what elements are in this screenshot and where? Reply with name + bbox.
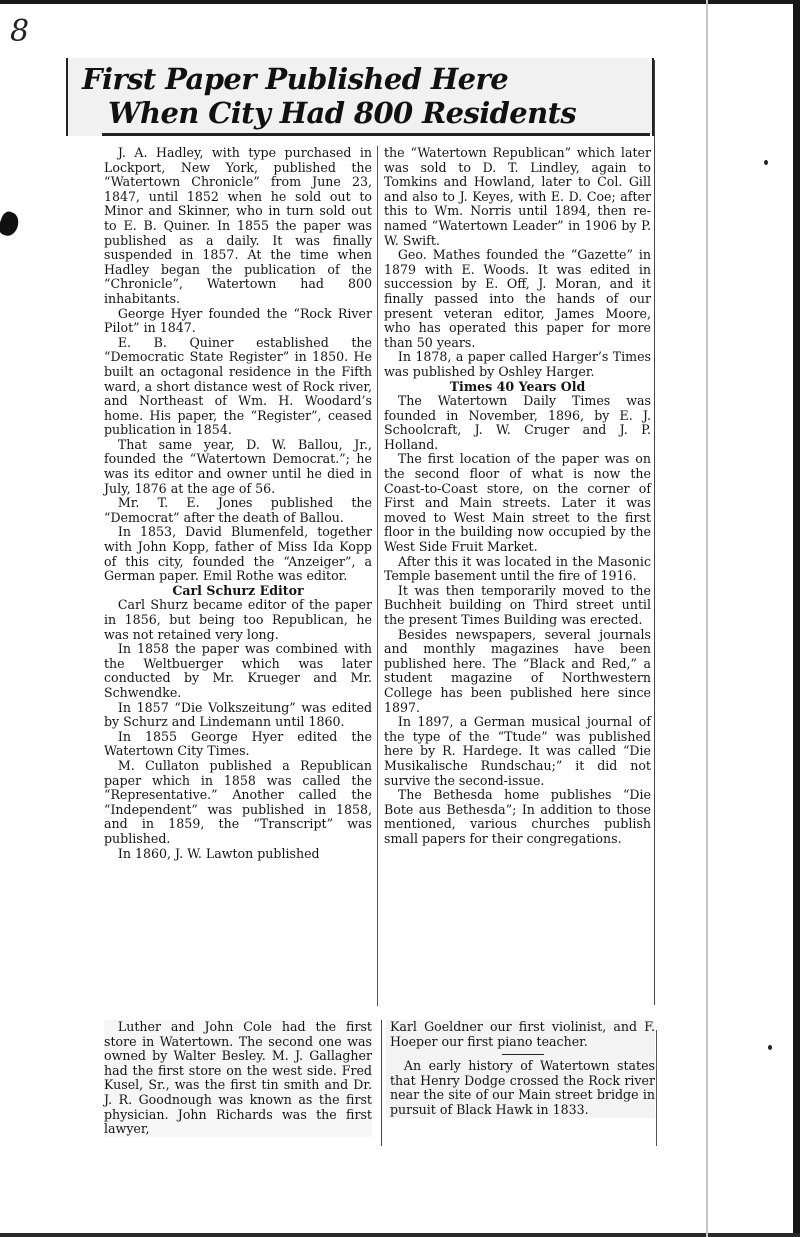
paragraph-continued: Karl Goeldner our first violinist, and F. Hoeper our first piano teacher.: [390, 1019, 655, 1049]
clipping-henry-dodge: [386, 1020, 655, 1118]
paragraph: An early history of Watertown states that Henry Dodge crossed the Rock river near the site of our Main street bridge in pursuit of Black Hawk in 1833.: [390, 1058, 655, 1117]
article-right-column: [384, 146, 651, 847]
paragraph: After this it was located in the Masonic Temple basement until the fire of 1916.: [384, 553, 651, 584]
headline-line-1: First Paper Published Here: [82, 62, 509, 96]
subheading-carl-schurz-editor: Carl Schurz Editor: [172, 582, 304, 598]
paragraph: In 1858 the paper was combined with the Weltbuerger which was later conducted by Mr. Krueger and Mr. Schwendke.: [104, 641, 372, 700]
paragraph: The Watertown Daily Times was founded in November, 1896, by E. J. Schoolcraft, J. W. Cruger and J. P. Holland.: [384, 393, 651, 452]
page-fold-line: [706, 0, 708, 1237]
clipping-first-stores: [104, 1020, 372, 1137]
headline-box: [66, 58, 654, 136]
paragraph: In 1855 George Hyer edited the Watertown City Times.: [104, 728, 372, 759]
clipping-divider: [381, 1020, 382, 1146]
paragraph: In 1857 “Die Volkszeitung” was edited by Schurz and Lindemann until 1860.: [104, 699, 372, 730]
paragraph: The first location of the paper was on the second floor of what is now the Coast-to-Coast store, on the corner of First and Main streets. Later it was moved to West Main street to the first floor in the building now occupied by the West Side Fruit Market.: [384, 451, 651, 555]
article-right-border: [654, 60, 655, 1005]
paragraph: In 1878, a paper called Harger’s Times was published by Oshley Harger.: [384, 349, 651, 379]
paragraph: The Bethesda home publishes “Die Bote aus Bethesda”; In addition to those mentioned, various churches publish small papers for their congregations.: [384, 787, 651, 846]
binder-clip-mark-icon: [0, 210, 22, 239]
paragraph: It was then temporarily moved to the Buchheit building on Third street until the present Times Building was erected.: [384, 582, 651, 627]
article-left-column: [104, 146, 372, 861]
paragraph: In 1897, a German musical journal of the type of the “Ttude” was published here by R. Hardege. It was called “Die Musikalische Rundschau;” it did not survive the second-issue.: [384, 714, 651, 788]
paragraph: Geo. Mathes founded the “Gazette” in 1879 with E. Woods. It was edited in succession by E. Off, J. Moran, and it finally passed into the hands of our present veteran editor, James Moore, who has operated this paper for more than 50 years.: [384, 247, 651, 350]
paragraph: E. B. Quiner established the “Democratic State Register” in 1850. He built an octagonal residence in the Fifth ward, a short distance west of Rock river, and Northeast of Wm. H. Woodard’s home. His paper, the “Register”, ceased publication in 1854.: [104, 334, 372, 438]
paragraph: Luther and John Cole had the first store in Watertown. The second one was owned by Walter Besley. M. J. Gallagher had the first store on the west side. Fred Kusel, Sr., was the first tin smith and Dr. J. R. Goodnough was known as the first physician. John Richards was the first lawyer,: [104, 1019, 372, 1137]
column-divider: [377, 146, 378, 1006]
subheading-times-40-years-old: Times 40 Years Old: [449, 378, 586, 394]
paragraph: M. Cullaton published a Republican paper which in 1858 was called the “Representative.” Another called the “Independent” was published in 1858, and in 1859, the “Transcript” was published.: [104, 757, 372, 846]
paragraph: Mr. T. E. Jones published the “Democrat” after the death of Ballou.: [104, 495, 372, 525]
ink-speck-icon: [764, 160, 768, 165]
clipping-right-border: [656, 1030, 657, 1146]
paragraph: In 1860, J. W. Lawton published: [117, 845, 320, 861]
paragraph: In 1853, David Blumenfeld, together with John Kopp, father of Miss Ida Kopp of this city, founded the “Anzeiger”, a German paper. Emil Rothe was editor.: [104, 524, 372, 584]
scan-top-edge: [0, 0, 800, 4]
handwritten-page-number: 8: [10, 14, 30, 49]
scan-right-edge: [793, 0, 800, 1237]
paragraph-continued: the “Watertown Republican” which later was sold to D. T. Lindley, again to Tomkins and Howland, later to Col. Gill and also to J. Keyes, with E. D. Coe; after this to Wm. Norris until 1894, then re-named “Watertown Leader” in 1906 by P. W. Swift.: [384, 145, 651, 248]
short-rule-divider: [502, 1054, 544, 1055]
scan-bottom-edge: [0, 1233, 800, 1237]
headline-line-2: When City Had 800 Residents: [108, 96, 577, 130]
paragraph: Carl Shurz became editor of the paper in 1856, but being too Republican, he was not retained very long.: [104, 597, 372, 642]
paragraph: George Hyer founded the “Rock River Pilot” in 1847.: [104, 305, 372, 336]
paragraph: That same year, D. W. Ballou, Jr., founded the “Watertown Democrat.”; he was its editor and owner until he died in July, 1876 at the age of 56.: [104, 436, 372, 496]
paragraph: J. A. Hadley, with type purchased in Lockport, New York, published the “Watertown Chronicle” from June 23, 1847, until 1852 when he sold out to Minor and Skinner, who in turn sold out to E. B. Quiner. In 1855 the paper was published as a daily. It was finally suspended in 1857. At the time when Hadley began the publication of the “Chronicle”, Watertown had 800 inhabitants.: [104, 145, 372, 306]
paragraph: Besides newspapers, several journals and monthly magazines have been published here. The “Black and Red,” a student magazine of Northwestern College has been published here since 1897.: [384, 626, 651, 715]
ink-speck-icon: [768, 1045, 772, 1050]
